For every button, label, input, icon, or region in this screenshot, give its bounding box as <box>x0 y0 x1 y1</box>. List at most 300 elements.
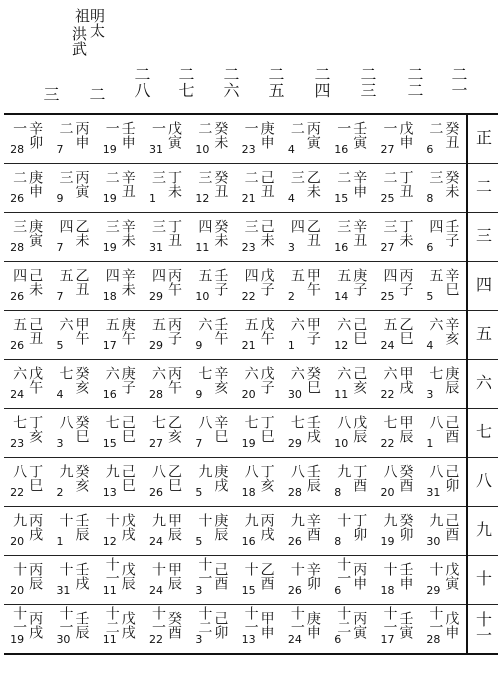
ganzhi-label: 戊申 <box>397 121 414 149</box>
month-number: 二 <box>335 170 352 184</box>
day-number: 4 <box>56 388 64 401</box>
calendar-cell <box>4 409 50 458</box>
ganzhi-label: 庚寅 <box>27 219 44 247</box>
day-number: 26 <box>149 486 164 499</box>
month-number: 九 <box>11 513 28 527</box>
day-number: 14 <box>334 290 349 303</box>
cell-content <box>56 360 90 404</box>
day-number: 13 <box>102 486 117 499</box>
calendar-cell <box>374 556 420 605</box>
day-number: 11 <box>102 633 117 646</box>
ganzhi-label: 甲午 <box>304 268 321 296</box>
ganzhi-label: 癸巳 <box>73 415 90 443</box>
day-number: 22 <box>380 388 395 401</box>
cell-content <box>288 605 322 649</box>
ganzhi-label: 壬寅 <box>351 121 368 149</box>
cell-content <box>288 409 322 453</box>
month-number: 十 <box>242 562 259 576</box>
month-number: 三 <box>335 219 352 233</box>
calendar-cell <box>143 605 189 655</box>
month-number: 十 <box>150 562 167 576</box>
calendar-cell <box>143 311 189 360</box>
month-number: 十一 <box>57 606 74 634</box>
cell-content <box>288 507 322 551</box>
ganzhi-label: 乙酉 <box>258 562 275 590</box>
calendar-cell <box>282 458 328 507</box>
ganzhi-label: 甲辰 <box>397 415 414 443</box>
month-number: 九 <box>103 464 120 478</box>
calendar-cell <box>328 311 374 360</box>
year-column-header: 三 <box>41 86 60 102</box>
month-number: 二 <box>381 170 398 184</box>
cell-content <box>334 605 368 649</box>
month-number: 十一 <box>11 606 28 634</box>
month-label-text: 十 <box>473 570 493 586</box>
day-number: 25 <box>380 192 395 205</box>
month-number: 四 <box>57 219 74 233</box>
cell-content <box>149 556 183 600</box>
ganzhi-label: 庚戌 <box>212 464 229 492</box>
calendar-cell <box>97 507 143 556</box>
month-label <box>467 164 498 213</box>
day-number: 24 <box>149 535 164 548</box>
calendar-cell <box>4 262 50 311</box>
month-number: 四 <box>103 268 120 282</box>
day-number: 19 <box>102 192 117 205</box>
calendar-cell <box>235 114 281 164</box>
ganzhi-label: 己酉 <box>443 415 460 443</box>
calendar-cell <box>50 114 96 164</box>
month-number: 十二 <box>196 606 213 634</box>
day-number: 3 <box>426 388 434 401</box>
day-number: 21 <box>241 339 256 352</box>
month-number: 三 <box>427 170 444 184</box>
calendar-cell <box>282 262 328 311</box>
month-label <box>467 360 498 409</box>
ganzhi-label: 壬戌 <box>304 415 321 443</box>
cell-content <box>56 507 90 551</box>
cell-content <box>195 458 229 502</box>
cell-content <box>334 556 368 600</box>
month-label-text: 三 <box>473 227 493 243</box>
cell-content <box>426 409 460 453</box>
cell-content <box>242 605 276 649</box>
ganzhi-label: 癸丑 <box>212 170 229 198</box>
ganzhi-label: 辛未 <box>119 219 136 247</box>
ganzhi-label: 甲戌 <box>397 366 414 394</box>
day-number: 20 <box>10 584 25 597</box>
month-number: 六 <box>288 317 305 331</box>
cell-content <box>334 115 368 159</box>
ganzhi-label: 乙巳 <box>166 464 183 492</box>
calendar-cell <box>50 556 96 605</box>
ganzhi-label: 癸亥 <box>73 464 90 492</box>
day-number: 26 <box>10 192 25 205</box>
calendar-cell <box>374 458 420 507</box>
month-number: 十 <box>196 513 213 527</box>
ganzhi-label: 丙申 <box>73 121 90 149</box>
day-number: 1 <box>287 339 295 352</box>
month-label-text: 六 <box>473 374 493 390</box>
ganzhi-label: 甲午 <box>73 317 90 345</box>
month-number: 九 <box>335 464 352 478</box>
ganzhi-label: 壬辰 <box>73 513 90 541</box>
month-number: 三 <box>150 219 167 233</box>
day-number: 23 <box>10 437 25 450</box>
ganzhi-label: 己酉 <box>212 562 229 590</box>
month-label <box>467 458 498 507</box>
month-number: 十 <box>335 513 352 527</box>
ganzhi-label: 壬子 <box>443 219 460 247</box>
month-number: 四 <box>242 268 259 282</box>
month-number: 十二 <box>103 606 120 634</box>
day-number: 10 <box>195 290 210 303</box>
month-number: 六 <box>57 317 74 331</box>
calendar-cell <box>328 262 374 311</box>
month-number: 三 <box>103 219 120 233</box>
day-number: 24 <box>287 633 302 646</box>
month-label-text: 九 <box>473 521 493 537</box>
month-number: 一 <box>381 121 398 135</box>
cell-content <box>288 213 322 257</box>
day-number: 19 <box>241 437 256 450</box>
month-number: 六 <box>335 366 352 380</box>
calendar-cell <box>328 164 374 213</box>
day-number: 18 <box>380 584 395 597</box>
cell-content <box>242 556 276 600</box>
cell-content <box>56 164 90 208</box>
calendar-cell <box>374 605 420 655</box>
day-number: 28 <box>426 633 441 646</box>
calendar-cell <box>97 458 143 507</box>
ganzhi-label: 乙丑 <box>304 219 321 247</box>
cell-content <box>103 213 137 257</box>
calendar-cell <box>235 458 281 507</box>
calendar-cell <box>421 556 467 605</box>
day-number: 22 <box>149 633 164 646</box>
ganzhi-label: 壬子 <box>212 268 229 296</box>
day-number: 16 <box>241 535 256 548</box>
calendar-cell <box>143 114 189 164</box>
day-number: 26 <box>287 584 302 597</box>
day-number: 5 <box>195 486 203 499</box>
month-number: 一 <box>11 121 28 135</box>
calendar-cell <box>374 164 420 213</box>
calendar-cell <box>374 262 420 311</box>
cell-content <box>149 409 183 453</box>
cell-content <box>195 311 229 355</box>
cell-content <box>149 115 183 159</box>
calendar-cell <box>421 409 467 458</box>
ganzhi-label: 己巳 <box>351 317 368 345</box>
ganzhi-label: 丙寅 <box>73 170 90 198</box>
day-number: 16 <box>334 241 349 254</box>
calendar-cell <box>4 164 50 213</box>
ganzhi-label: 癸酉 <box>166 611 183 639</box>
day-number: 29 <box>149 339 164 352</box>
cell-content <box>149 164 183 208</box>
ganzhi-label: 丁巳 <box>258 415 275 443</box>
calendar-cell <box>189 409 235 458</box>
calendar-cell <box>189 262 235 311</box>
month-number: 八 <box>335 415 352 429</box>
cell-content <box>195 556 229 600</box>
cell-content <box>149 262 183 306</box>
cell-content <box>426 262 460 306</box>
calendar-cell <box>282 164 328 213</box>
month-row <box>4 458 498 507</box>
month-label-text: 五 <box>473 325 493 341</box>
day-number: 25 <box>380 290 395 303</box>
cell-content <box>426 115 460 159</box>
cell-content <box>10 311 44 355</box>
calendar-cell <box>235 605 281 655</box>
cell-content <box>56 213 90 257</box>
ganzhi-label: 辛巳 <box>443 268 460 296</box>
day-number: 30 <box>56 633 71 646</box>
day-number: 3 <box>195 584 203 597</box>
cell-content <box>56 311 90 355</box>
ganzhi-label: 戊寅 <box>443 562 460 590</box>
cell-content <box>242 164 276 208</box>
month-number: 七 <box>57 366 74 380</box>
ganzhi-label: 甲申 <box>258 611 275 639</box>
calendar-cell <box>97 213 143 262</box>
ganzhi-label: 辛卯 <box>304 562 321 590</box>
calendar-cell <box>4 114 50 164</box>
cell-content <box>195 164 229 208</box>
ganzhi-label: 乙丑 <box>73 268 90 296</box>
calendar-cell <box>328 507 374 556</box>
day-number: 23 <box>241 241 256 254</box>
ganzhi-label: 辛卯 <box>27 121 44 149</box>
calendar-cell <box>97 262 143 311</box>
month-row <box>4 507 498 556</box>
cell-content <box>149 458 183 502</box>
cell-content <box>10 556 44 600</box>
day-number: 11 <box>195 241 210 254</box>
month-number: 九 <box>288 513 305 527</box>
month-row <box>4 360 498 409</box>
calendar-cell <box>50 311 96 360</box>
cell-content <box>242 115 276 159</box>
cell-content <box>149 605 183 649</box>
ganzhi-label: 壬申 <box>397 562 414 590</box>
calendar-cell <box>328 605 374 655</box>
month-label <box>467 213 498 262</box>
day-number: 15 <box>241 584 256 597</box>
day-number: 7 <box>56 241 64 254</box>
calendar-cell <box>235 164 281 213</box>
calendar-cell <box>189 458 235 507</box>
month-number: 八 <box>427 464 444 478</box>
day-number: 8 <box>334 535 342 548</box>
cell-content <box>242 213 276 257</box>
ganzhi-label: 丙午 <box>166 268 183 296</box>
calendar-cell <box>97 556 143 605</box>
month-number: 十 <box>381 562 398 576</box>
day-number: 3 <box>56 437 64 450</box>
cell-content <box>56 556 90 600</box>
month-row <box>4 409 498 458</box>
ganzhi-label: 癸巳 <box>304 366 321 394</box>
day-number: 22 <box>380 437 395 450</box>
month-number: 二 <box>288 121 305 135</box>
ganzhi-label: 丁未 <box>166 170 183 198</box>
month-number: 五 <box>11 317 28 331</box>
calendar-cell <box>235 213 281 262</box>
cell-content <box>381 360 415 404</box>
cell-content <box>381 164 415 208</box>
ganzhi-label: 庚午 <box>119 317 136 345</box>
ganzhi-label: 己亥 <box>351 366 368 394</box>
month-number: 一 <box>103 121 120 135</box>
ganzhi-label: 己未 <box>258 219 275 247</box>
calendar-cell <box>189 605 235 655</box>
ganzhi-label: 甲子 <box>304 317 321 345</box>
month-number: 三 <box>242 219 259 233</box>
calendar-cell <box>374 507 420 556</box>
calendar-cell <box>374 114 420 164</box>
month-number: 五 <box>196 268 213 282</box>
month-label <box>467 605 498 655</box>
day-number: 30 <box>287 388 302 401</box>
cell-content <box>103 164 137 208</box>
ganzhi-label: 己丑 <box>27 317 44 345</box>
day-number: 2 <box>287 290 295 303</box>
cell-content <box>426 556 460 600</box>
calendar-cell <box>189 311 235 360</box>
calendar-cell <box>282 556 328 605</box>
ganzhi-label: 辛亥 <box>212 366 229 394</box>
month-number: 七 <box>288 415 305 429</box>
month-number: 十 <box>11 562 28 576</box>
calendar-cell <box>189 360 235 409</box>
month-number: 五 <box>335 268 352 282</box>
ganzhi-label: 庚申 <box>304 611 321 639</box>
cell-content <box>288 311 322 355</box>
calendar-cell <box>421 311 467 360</box>
ganzhi-label: 己酉 <box>443 513 460 541</box>
calendar-cell <box>4 458 50 507</box>
cell-content <box>56 458 90 502</box>
day-number: 22 <box>241 290 256 303</box>
month-number: 十一 <box>335 557 352 585</box>
month-number: 十一 <box>242 606 259 634</box>
ganzhi-label: 辛亥 <box>443 317 460 345</box>
day-number: 4 <box>426 339 434 352</box>
month-row <box>4 164 498 213</box>
day-number: 26 <box>10 339 25 352</box>
cell-content <box>195 360 229 404</box>
cell-content <box>10 409 44 453</box>
calendar-cell <box>4 213 50 262</box>
cell-content <box>103 458 137 502</box>
day-number: 20 <box>10 535 25 548</box>
year-header-row <box>0 64 470 108</box>
calendar-cell <box>50 458 96 507</box>
cell-content <box>10 164 44 208</box>
month-number: 五 <box>288 268 305 282</box>
month-number: 六 <box>103 366 120 380</box>
calendar-cell <box>421 605 467 655</box>
ganzhi-label: 辛未 <box>119 268 136 296</box>
cell-content <box>288 458 322 502</box>
month-number: 三 <box>11 219 28 233</box>
day-number: 9 <box>195 339 203 352</box>
year-column-header: 二 <box>87 86 106 102</box>
month-label <box>467 311 498 360</box>
month-number: 三 <box>57 170 74 184</box>
cell-content <box>288 360 322 404</box>
cell-content <box>103 262 137 306</box>
month-number: 六 <box>288 366 305 380</box>
calendar-cell <box>97 605 143 655</box>
calendar-cell <box>50 360 96 409</box>
day-number: 17 <box>380 633 395 646</box>
month-number: 二 <box>57 121 74 135</box>
day-number: 6 <box>426 143 434 156</box>
day-number: 6 <box>334 584 342 597</box>
cell-content <box>381 605 415 649</box>
calendar-cell <box>328 114 374 164</box>
month-number: 九 <box>427 513 444 527</box>
cell-content <box>381 409 415 453</box>
ganzhi-label: 戊戌 <box>119 611 136 639</box>
day-number: 27 <box>149 437 164 450</box>
month-row <box>4 556 498 605</box>
day-number: 2 <box>56 486 64 499</box>
year-column-header: 二五 <box>266 66 285 98</box>
calendar-cell <box>328 556 374 605</box>
calendar-cell <box>282 507 328 556</box>
month-number: 五 <box>57 268 74 282</box>
calendar-cell <box>4 507 50 556</box>
ganzhi-label: 辛酉 <box>304 513 321 541</box>
calendar-cell <box>143 458 189 507</box>
day-number: 6 <box>426 241 434 254</box>
ganzhi-label: 壬辰 <box>304 464 321 492</box>
month-label-text: 七 <box>473 423 493 439</box>
ganzhi-label: 癸未 <box>443 170 460 198</box>
day-number: 5 <box>56 339 64 352</box>
month-row <box>4 605 498 655</box>
ganzhi-label: 壬午 <box>212 317 229 345</box>
cell-content <box>103 556 137 600</box>
day-number: 8 <box>426 192 434 205</box>
calendar-cell <box>4 360 50 409</box>
month-number: 十一 <box>150 606 167 634</box>
calendar-cell <box>143 360 189 409</box>
ganzhi-label: 癸酉 <box>397 464 414 492</box>
day-number: 24 <box>149 584 164 597</box>
day-number: 18 <box>241 486 256 499</box>
cell-content <box>426 605 460 649</box>
calendar-cell <box>189 213 235 262</box>
month-number: 十二 <box>335 606 352 634</box>
cell-content <box>334 164 368 208</box>
day-number: 12 <box>195 192 210 205</box>
day-number: 12 <box>102 535 117 548</box>
day-number: 29 <box>426 584 441 597</box>
day-number: 29 <box>149 290 164 303</box>
ganzhi-label: 辛申 <box>351 170 368 198</box>
ganzhi-label: 丙子 <box>166 317 183 345</box>
calendar-cell <box>97 360 143 409</box>
calendar-cell <box>235 556 281 605</box>
calendar-cell <box>374 213 420 262</box>
day-number: 15 <box>102 437 117 450</box>
